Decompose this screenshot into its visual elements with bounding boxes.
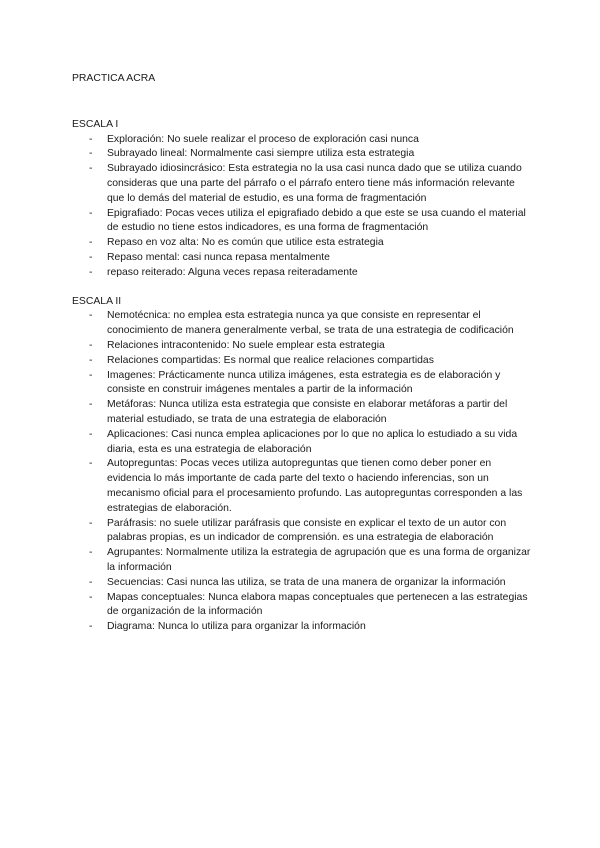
section-escala-2 [72,295,532,635]
list-item [72,369,532,399]
list-item [72,236,532,251]
section-heading: ESCALA II [72,295,122,307]
dash-bullet-icon: - [89,251,93,263]
list-item-text: Agrupantes: Normalmente utiliza la estrategia de agrupación que es una forma de organizar la información [107,547,531,573]
list-item-text: Repaso mental: casi nunca repasa mentalmente [107,251,330,263]
list-item [72,398,532,428]
list-item [72,339,532,354]
dash-bullet-icon: - [89,591,93,603]
list-item-text: Autopreguntas: Pocas veces utiliza autopreguntas que tienen como deber poner en evidencia lo más importante de cada parte del texto o haciendo inferencias, son un mecanismo oficial para el procesamiento profundo. Las autopreguntas corresponden a las estrategias de elaboración. [107,458,523,514]
dash-bullet-icon: - [89,237,93,249]
list-item [72,457,532,516]
dash-bullet-icon: - [89,266,93,278]
dash-bullet-icon: - [89,310,93,322]
dash-bullet-icon: - [89,428,93,440]
dash-bullet-icon: - [89,339,93,351]
list-item [72,266,532,281]
list-item [72,133,532,148]
list-item-text: Subrayado idiosincrásico: Esta estrategia no la usa casi nunca dado que se utiliza cuando consideras que una parte del párrafo o el párrafo entero tiene más información relevante que lo demás del material de estudio, es una forma de fragmentación [107,163,522,204]
list-item [72,162,532,206]
dash-bullet-icon: - [89,207,93,219]
list-item [72,309,532,339]
list-item-text: Secuencias: Casi nunca las utiliza, se trata de una manera de organizar la información [107,576,506,588]
list-item [72,251,532,266]
dash-bullet-icon: - [89,547,93,559]
dash-bullet-icon: - [89,369,93,381]
list-item-text: Subrayado lineal: Normalmente casi siempre utiliza esta estrategia [107,148,415,160]
list-item [72,591,532,621]
dash-bullet-icon: - [89,133,93,145]
dash-bullet-icon: - [89,163,93,175]
list-item [72,546,532,576]
dash-bullet-icon: - [89,458,93,470]
list-item [72,147,532,162]
list-item-text: Diagrama: Nunca lo utiliza para organizar la información [107,621,366,633]
bullet-list [72,133,532,281]
section-heading: ESCALA I [72,118,119,130]
dash-bullet-icon: - [89,148,93,160]
list-item [72,517,532,547]
list-item [72,576,532,591]
document-page [72,72,532,635]
dash-bullet-icon: - [89,399,93,411]
list-item-text: Paráfrasis: no suele utilizar paráfrasis que consiste en explicar el texto de un autor con palabras propias, es un indicador de comprensión. es una estrategia de elaboración [107,517,507,544]
dash-bullet-icon: - [89,576,93,588]
list-item-text: Repaso en voz alta: No es común que utilice esta estrategia [107,237,384,249]
list-item [72,207,532,237]
bullet-list [72,309,532,635]
dash-bullet-icon: - [89,621,93,633]
dash-bullet-icon: - [89,354,93,366]
section-escala-1 [72,118,532,281]
list-item-text: Relaciones intracontenido: No suele emplear esta estrategia [107,339,385,351]
list-item-text: Aplicaciones: Casi nunca emplea aplicaciones por lo que no aplica lo estudiado a su vida diaria, esta es una estrategia de elaboración [107,428,518,455]
dash-bullet-icon: - [89,517,93,529]
list-item-text: repaso reiterado: Alguna veces repasa reiteradamente [107,266,358,278]
document-title: PRACTICA ACRA [72,73,156,84]
list-item [72,620,532,635]
list-item [72,428,532,458]
list-item-text: Imagenes: Prácticamente nunca utiliza imágenes, esta estrategia es de elaboración y consiste en construir imágenes mentales a partir de la información [107,369,501,396]
list-item-text: Relaciones compartidas: Es normal que realice relaciones compartidas [107,354,434,366]
list-item-text: Mapas conceptuales: Nunca elabora mapas conceptuales que pertenecen a las estrategias de organización de la información [107,591,528,618]
list-item [72,354,532,369]
list-item-text: Epigrafiado: Pocas veces utiliza el epigrafiado debido a que este se usa cuando el material de estudio no tiene estos indicadores, es una forma de fragmentación [107,207,526,234]
list-item-text: Nemotécnica: no emplea esta estrategia nunca ya que consiste en representar el conocimiento de manera generalmente verbal, se trata de una estrategia de codificación [107,310,514,337]
list-item-text: Exploración: No suele realizar el proceso de exploración casi nunca [107,133,419,145]
list-item-text: Metáforas: Nunca utiliza esta estrategia que consiste en elaborar metáforas a partir del material estudiado, se trata de una estrategia de elaboración [107,399,508,425]
